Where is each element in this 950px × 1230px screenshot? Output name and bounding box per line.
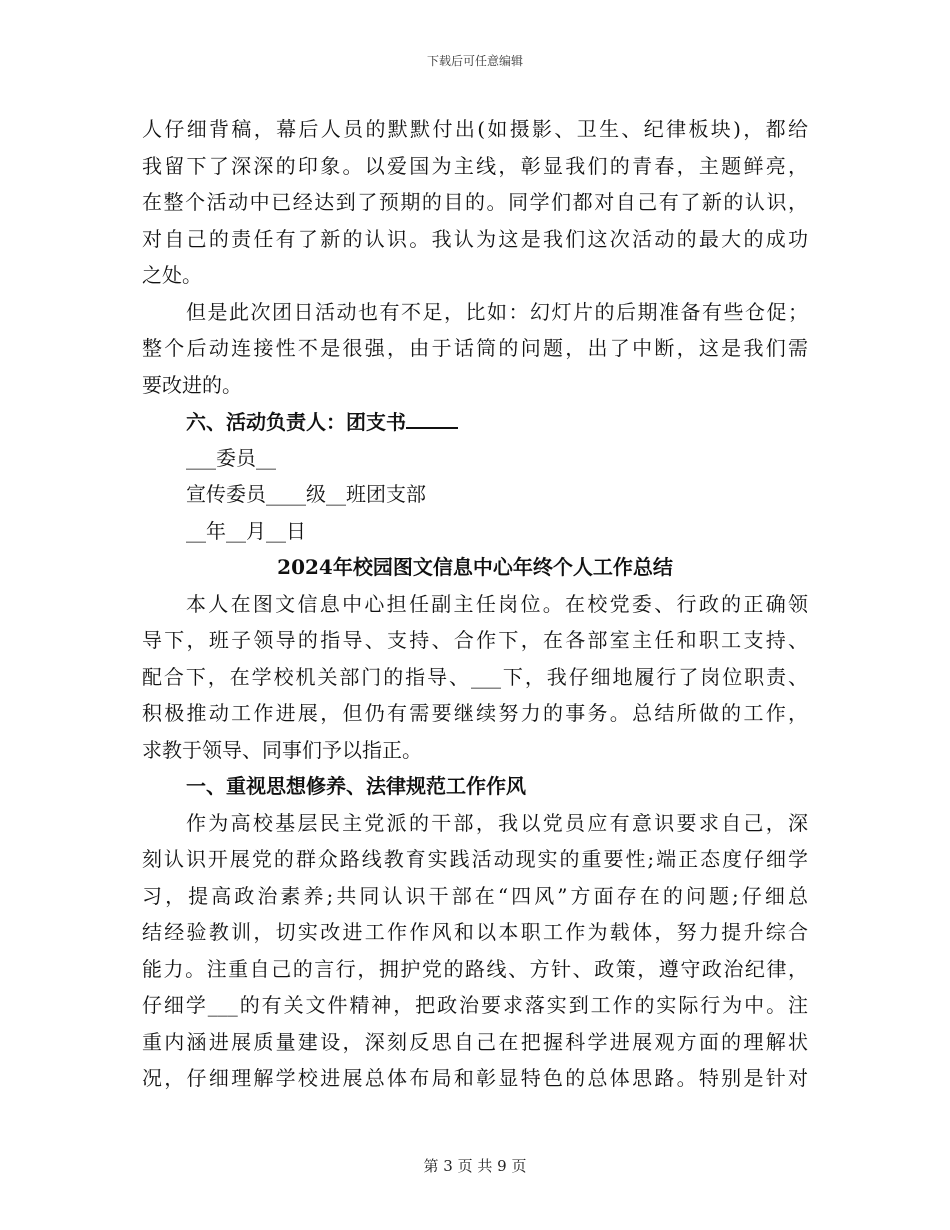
body-line: 习，提高政治素养;共同认识干部在“四风”方面存在的问题;仔细总 [142, 883, 808, 908]
section-heading: 一、重视思想修养、法律规范工作作风 [186, 774, 526, 798]
body-line: 本人在图文信息中心担任副主任岗位。在校党委、行政的正确领 [186, 591, 808, 616]
document-body [142, 111, 808, 1097]
body-line: 况，仔细理解学校进展总体布局和彰显特色的总体思路。特别是针对 [142, 1066, 808, 1090]
body-line: 求教于领导、同事们予以指正。 [142, 737, 422, 762]
body-line: 要改进的。 [142, 372, 242, 397]
body-line: 导下，班子领导的指导、支持、合作下，在各部室主任和职工支持、 [142, 628, 808, 652]
body-line: 之处。 [142, 263, 202, 287]
body-line: 在整个活动中已经达到了预期的目的。同学们都对自己有了新的认识， [142, 190, 808, 214]
body-line: 但是此次团日活动也有不足，比如：幻灯片的后期准备有些仓促； [186, 299, 808, 324]
body-line: 能力。注重自己的言行，拥护党的路线、方针、政策，遵守政治纪律， [142, 956, 808, 981]
body-line: 仔细学___的有关文件精神，把政治要求落实到工作的实际行为中。注 [142, 993, 808, 1017]
document-title: 2024年校园图文信息中心年终个人工作总结 [277, 555, 673, 579]
body-line: 作为高校基层民主党派的干部，我以党员应有意识要求自己，深 [186, 810, 808, 835]
body-line: 结经验教训，切实改进工作作风和以本职工作为载体，努力提升综合 [142, 920, 808, 944]
section-heading-responsible [142, 403, 808, 440]
body-line: 我留下了深深的印象。以爱国为主线，彰显我们的青春，主题鲜亮， [142, 153, 808, 178]
body-line: 积极推动工作进展，但仍有需要继续努力的事务。总结所做的工作， [142, 701, 808, 725]
body-line: 对自己的责任有了新的认识。我认为这是我们这次活动的最大的成功 [142, 226, 808, 251]
body-line: 刻认识开展党的群众路线教育实践活动现实的重要性;端正态度仔细学 [142, 847, 808, 871]
body-line: __年__月__日 [186, 518, 306, 543]
body-line: 人仔细背稿，幕后人员的默默付出(如摄影、卫生、纪律板块)，都给 [142, 117, 808, 141]
body-line: 整个后动连接性不是很强，由于话筒的问题，出了中断，这是我们需 [142, 336, 808, 360]
signature-blank [406, 403, 458, 429]
body-line: 宣传委员____级__班团支部 [186, 482, 426, 506]
page-footer: 第 3 页 共 9 页 [423, 1157, 527, 1175]
page-header: 下载后可任意编辑 [426, 54, 523, 68]
body-line: 重内涵进展质量建设，深刻反思自己在把握科学进展观方面的理解状 [142, 1029, 808, 1054]
responsible-label: 六、活动负责人：团支书 [186, 410, 406, 434]
body-line: ___委员__ [186, 445, 276, 470]
body-line: 配合下，在学校机关部门的指导、___下，我仔细地履行了岗位职责、 [142, 664, 808, 689]
